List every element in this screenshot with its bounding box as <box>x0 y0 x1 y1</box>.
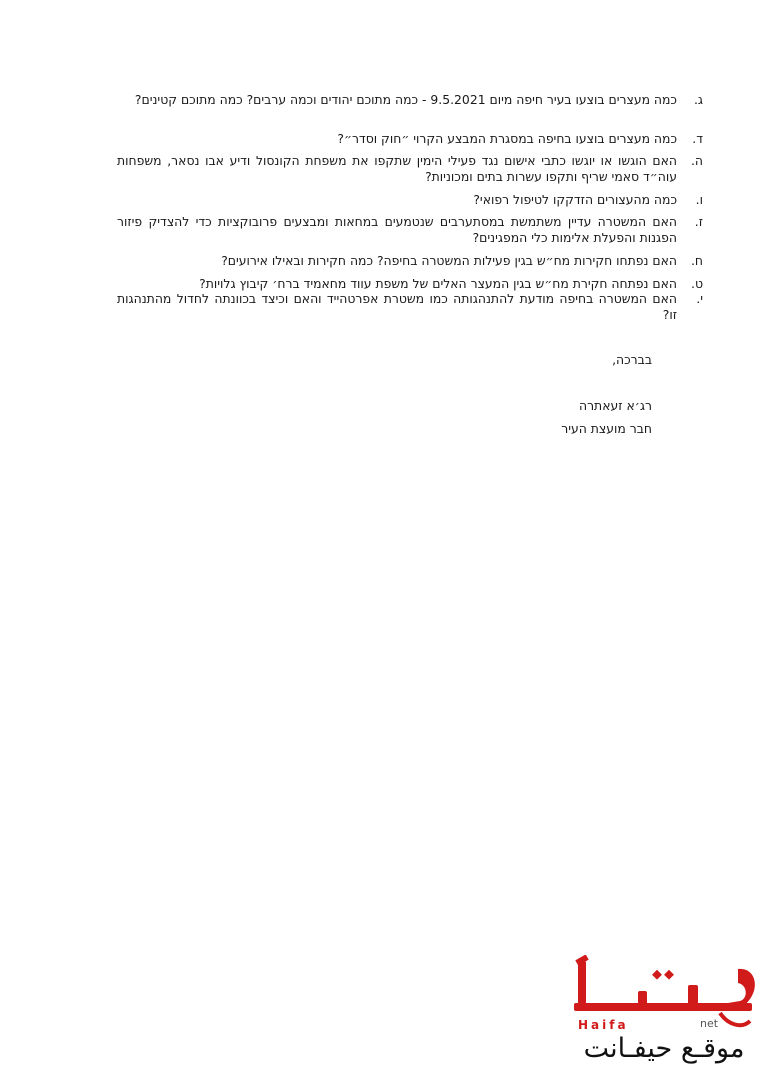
question-text: האם הוגשו או יוגשו כתבי אישום נגד פעילי הימין שתקפו את משפחת הקונסול ודיע אבו נסאר, משפחות עוה״ד סאמי שריף ותקפו עשרות בתים ומכוניות? <box>117 153 677 184</box>
question-z <box>117 214 703 246</box>
question-number: ז. <box>694 214 703 229</box>
question-text: כמה מהעצורים הזדקקו לטיפול רפואי? <box>473 192 677 207</box>
question-g <box>117 92 703 108</box>
question-tet <box>117 276 703 292</box>
question-text: האם נפתחה חקירת מח״ש בגין המעצר האלים של משפת עווד מחאמיד ברח׳ קיבוץ גלויות? <box>199 276 677 291</box>
signature-name: רג׳א זעאתרה <box>578 398 652 413</box>
question-number: ד. <box>692 131 703 146</box>
question-text: כמה מעצרים בוצעו בחיפה במסגרת המבצע הקרוי ״חוק וסדר״? <box>337 131 677 146</box>
question-v <box>117 192 703 208</box>
question-h <box>117 153 703 185</box>
question-text: האם נפתחו חקירות מח״ש בגין פעילות המשטרה בחיפה? כמה חקירות ובאילו אירועים? <box>221 253 677 268</box>
question-het <box>117 253 703 269</box>
signature-closing: בברכה, <box>612 352 652 367</box>
logo-arabic-text: موقـع حيفـانت <box>583 1033 745 1064</box>
question-number: ו. <box>695 192 703 207</box>
haifanet-logo <box>570 955 760 1070</box>
question-number: ה. <box>690 153 703 168</box>
signature-title: חבר מועצת העיר <box>561 421 652 436</box>
question-number: ט. <box>691 276 703 291</box>
question-number: י. <box>696 291 703 306</box>
question-d <box>117 131 703 147</box>
logo-net-text: net <box>700 1017 719 1030</box>
question-number: ג. <box>693 92 703 107</box>
logo-latin-text: Haifa <box>578 1018 629 1032</box>
question-yud <box>117 291 703 323</box>
question-text: כמה מעצרים בוצעו בעיר חיפה מיום 9.5.2021 - כמה מתוכם יהודים וכמה ערבים? כמה מתוכם קטינים? <box>134 92 677 107</box>
question-number: ח. <box>690 253 703 268</box>
question-text: האם המשטרה בחיפה מודעת להתנהגותה כמו משטרת אפרטהייד והאם וכיצד בכוונתה לחדול מהתנהגות זו? <box>117 291 677 322</box>
question-text: האם המשטרה עדיין משתמשת במסתערבים שנטמעים במחאות ומבצעים פרובוקציות כדי להצדיק פיזור הפגנות והפעלת אלימות כלי המפגינים? <box>117 214 677 245</box>
